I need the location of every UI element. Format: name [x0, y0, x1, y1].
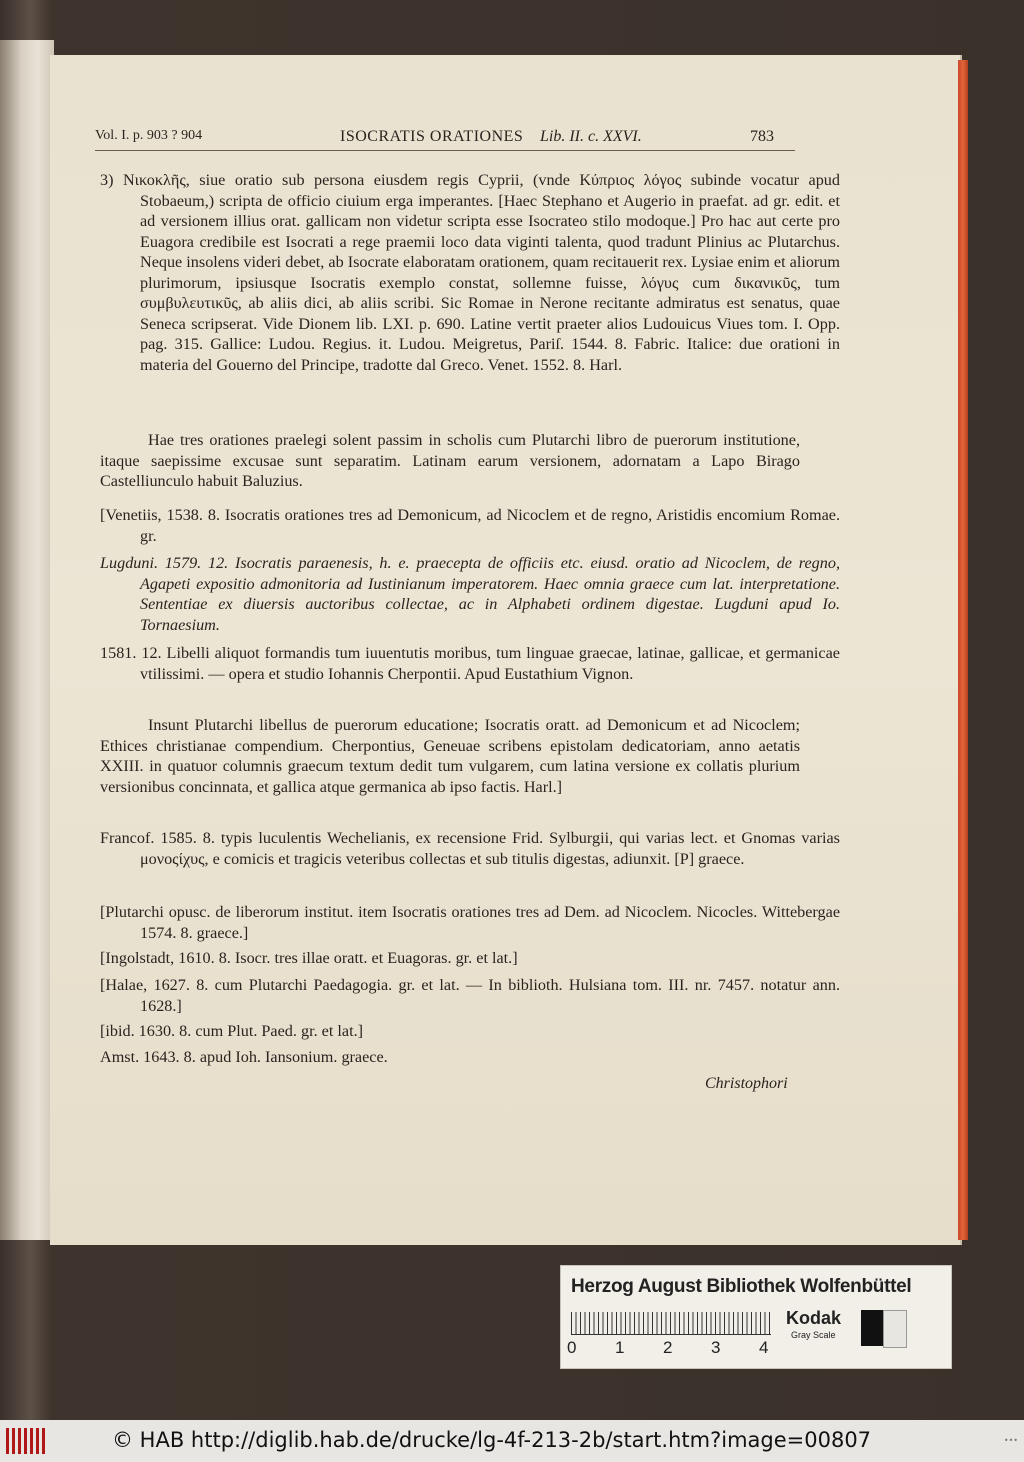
paragraph-1581: 1581. 12. Libelli aliquot formandis tum iuuentutis moribus, tum linguae graecae, latinae, gallicae, et germanicae vtilissimi. — opera et studio Iohannis Cherpontii. Apud Eustathium Vignon. [100, 644, 840, 683]
paragraph-insunt: Insunt Plutarchi libellus de puerorum educatione; Isocratis oratt. ad Demonicum et ad Nicoclem; Ethices christianae compendium. Cherpontius, Geneuae scribens epistolam dedicatoriam, anno aetatis XXIII. in quatuor columnis graecum textum dedit tum vulgarem, cum latina versione ex collatis plurium versionibus concinnata, et gallica atque germanica ab ipso factis. Harl.] [100, 716, 800, 796]
paragraph-nicocles: 3) Νικοκλῆς, siue oratio sub persona eiusdem regis Cyprii, (vnde Κύπριος λόγος subinde vocatur apud Stobaeum,) scripta de officio ciuium erga imperantes. [Haec Stephano et Augerio in praefat. ad gr. edit. et ad versionem illius orat. gallicam non videtur scripta esse Isocrateo stilo modoque.] Pro hac aut certe pro Euagora credibile est Isocrati a rege praemii loco data viginti talenta, quod tradunt Plinius ac Plutarchus. Neque insolens videri debet, ab Isocrate elaboratam orationem, quam recitauerit rex. Lysiae enim et aliorum plurimorum, ipsiusque Isocratis exemplo constat, sollemne fuisse, λόγυς cum δικανικῦς, tum συμβυλευτικῦς, ab aliis dici, ab aliis scribi. Sic Romae in Nerone recitante admiratus est senatus, quae Seneca scripserat. Vide Dionem lib. LXI. p. 690. Latine vertit praeter alios Ludouicus Viues tom. I. Opp. pag. 315. Gallice: Ludou. Regius. it. Ludou. Meigretus, Pariſ. 1544. 8. Fabric. Italice: due orationi in materia del Gouerno del Principe, tradotte dal Greco. Venet. 1552. 8. Harl. [100, 171, 840, 374]
paragraph-francof: Francof. 1585. 8. typis luculentis Wechelianis, ex recensione Frid. Sylburgii, qui varias lect. et Gnomas varias μονοςίχυς, e comicis et tragicis veteribus collectas et sub titulis digestas, adiunxit. [P] graece. [100, 829, 840, 868]
footer-dots-icon: ••• [1003, 1436, 1018, 1445]
paragraph-ingolstadt: [Ingolstadt, 1610. 8. Isocr. tres illae oratt. et Euagoras. gr. et lat.] [100, 949, 518, 967]
hab-logo-icon [6, 1428, 46, 1454]
ruler-number: 1 [615, 1338, 625, 1357]
ruler-number: 3 [711, 1338, 721, 1357]
header-title: ISOCRATIS ORATIONES [340, 128, 524, 145]
header-rule [95, 150, 795, 151]
catchword: Christophori [705, 1075, 788, 1092]
ruler-scale [571, 1312, 771, 1335]
ruler-number: 2 [663, 1338, 673, 1357]
library-color-scale-label [560, 1265, 952, 1369]
paragraph-halae: [Halae, 1627. 8. cum Plutarchi Paedagogia. gr. et lat. — In biblioth. Hulsiana tom. III. nr. 7457. notatur ann. 1628.] [100, 976, 840, 1015]
footer-bar [0, 1420, 1024, 1462]
ruler-number: 4 [759, 1338, 769, 1357]
paragraph-amst: Amst. 1643. 8. apud Ioh. Iansonium. graece. [100, 1048, 388, 1066]
paragraph-wittebergae: [Plutarchi opusc. de liberorum institut. item Isocratis orationes tres ad Dem. ad Nicoclem. Nicocles. Wittebergae 1574. 8. graece.] [100, 903, 840, 942]
gray-patch-white [883, 1310, 907, 1348]
paragraph-venetiis: [Venetiis, 1538. 8. Isocratis orationes tres ad Demonicum, ad Nicoclem et de regno, Aristidis encomium Romae. gr. [100, 506, 840, 545]
page-edge-color [958, 60, 968, 1240]
book-chapter-reference: Lib. II. c. XXVI. [540, 128, 642, 145]
paragraph-tres-orationes: Hae tres orationes praelegi solent passim in scholis cum Plutarchi libro de puerorum institutione, itaque saepissime excusae sunt separatim. Latinam earum versionem, adornatam a Lapo Birago Castelliunculo habuit Baluzius. [100, 431, 800, 490]
ruler-number: 0 [567, 1338, 577, 1357]
institution-name: Herzog August Bibliothek Wolfenbüttel [571, 1276, 912, 1297]
page-number: 783 [750, 128, 774, 145]
gray-patch-black [861, 1310, 883, 1346]
paragraph-lugduni: Lugduni. 1579. 12. Isocratis paraenesis, h. e. praecepta de officiis etc. eiusd. oratio ad Nicoclem, de regno, Agapeti expositio admonitoria ad Iustinianum imperatorem. Haec omnia graece cum lat. interpretatione. Sententiae ex diuersis auctoribus collectae, ac in Alphabeti ordinem digestae. Lugduni apud Io. Tornaesium. [100, 554, 840, 634]
facing-page-edge [0, 40, 54, 1240]
gray-scale-label: Gray Scale [791, 1330, 836, 1340]
volume-reference: Vol. I. p. 903 ? 904 [95, 128, 203, 143]
paragraph-ibid: [ibid. 1630. 8. cum Plut. Paed. gr. et lat.] [100, 1022, 364, 1040]
kodak-logo: Kodak [786, 1308, 842, 1328]
footer-url[interactable]: © HAB http://diglib.hab.de/drucke/lg-4f-213-2b/start.htm?image=00807 [112, 1428, 872, 1452]
